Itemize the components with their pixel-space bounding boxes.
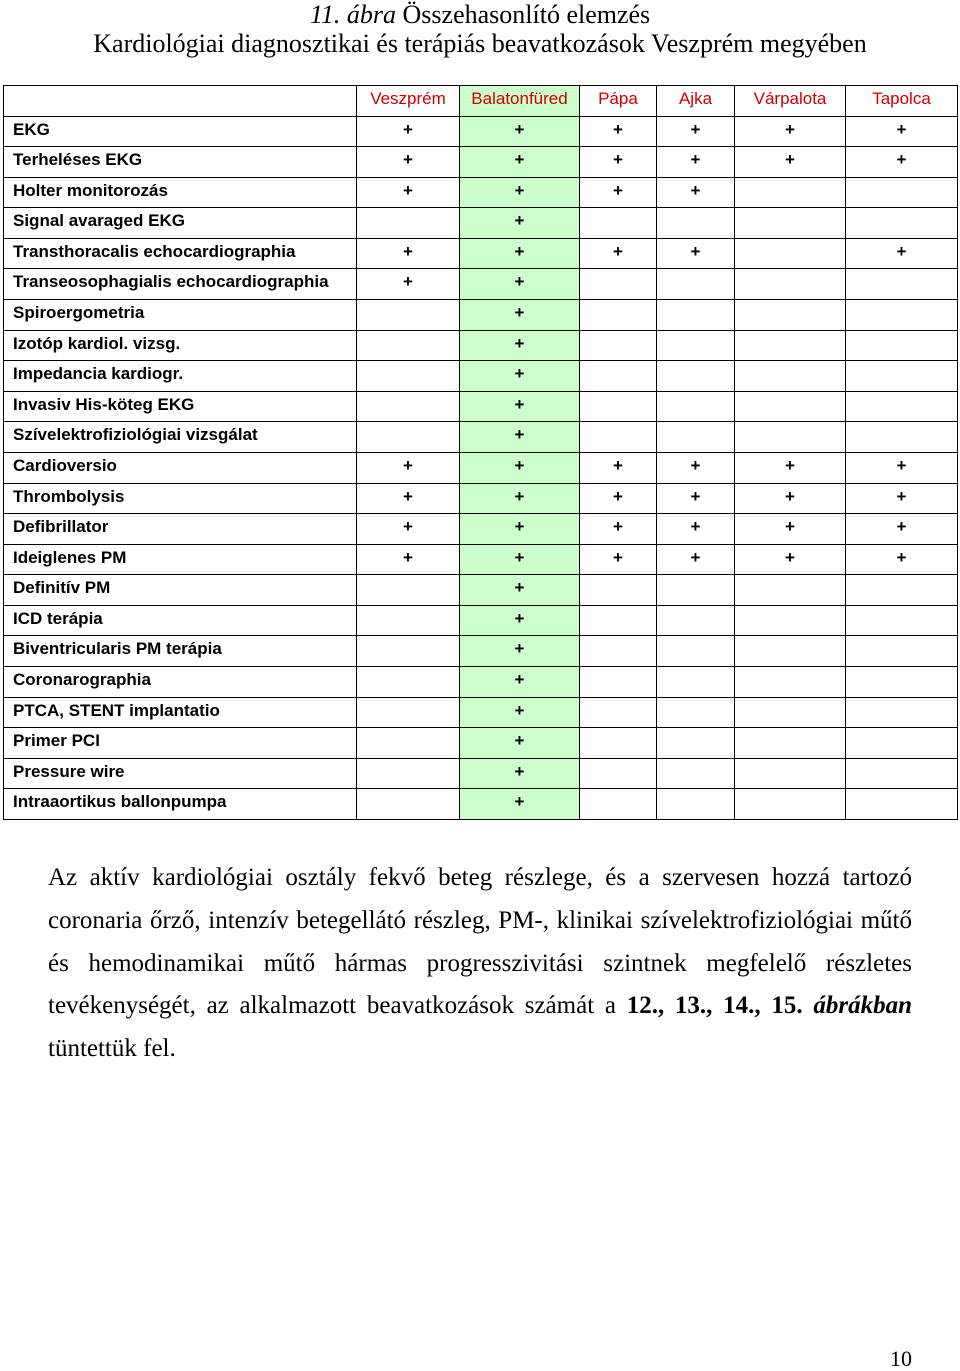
- availability-cell: [357, 759, 460, 790]
- availability-cell: [657, 331, 735, 362]
- availability-cell: [657, 728, 735, 759]
- table-row: [4, 239, 958, 270]
- paragraph-text: Az aktív kardiológiai osztály fekvő beteg részlege, és a szervesen hozzá tartozó coronaria őrző, intenzív betegellátó részleg, PM-, klinikai szívelektrofiziológiai műtő és hemodinamikai műtő hármas progresszivitási szintnek megfelelő részletes tevékenységét, az alkalmazott beavatkozások számát a: [48, 864, 912, 1020]
- availability-cell: [657, 789, 735, 820]
- availability-cell: [846, 300, 958, 331]
- availability-cell: [735, 698, 846, 729]
- availability-cell: [846, 728, 958, 759]
- availability-cell: +: [657, 453, 735, 484]
- availability-cell: +: [735, 514, 846, 545]
- availability-cell: [357, 667, 460, 698]
- table-row: [4, 300, 958, 331]
- table-row: [4, 575, 958, 606]
- availability-cell: +: [657, 178, 735, 209]
- table-row: [4, 514, 958, 545]
- availability-cell: [580, 392, 657, 423]
- body-paragraph: [48, 857, 912, 1071]
- availability-cell: [580, 728, 657, 759]
- availability-cell: +: [357, 147, 460, 178]
- availability-cell: +: [735, 147, 846, 178]
- availability-cell: +: [846, 453, 958, 484]
- availability-cell: [846, 667, 958, 698]
- availability-cell: [735, 269, 846, 300]
- availability-cell: +: [460, 606, 580, 637]
- availability-cell: [735, 575, 846, 606]
- availability-cell: [657, 392, 735, 423]
- availability-cell: [357, 575, 460, 606]
- availability-cell: [846, 178, 958, 209]
- availability-cell: [735, 636, 846, 667]
- availability-cell: [846, 392, 958, 423]
- availability-cell: +: [846, 147, 958, 178]
- availability-cell: [357, 208, 460, 239]
- availability-cell: +: [460, 789, 580, 820]
- availability-cell: +: [580, 178, 657, 209]
- availability-cell: +: [460, 667, 580, 698]
- figure-subtitle: Kardiológiai diagnosztikai és terápiás beavatkozások Veszprém megyében: [93, 29, 867, 58]
- availability-cell: +: [460, 147, 580, 178]
- table-row: [4, 147, 958, 178]
- availability-cell: +: [460, 759, 580, 790]
- availability-cell: [580, 208, 657, 239]
- availability-cell: [846, 331, 958, 362]
- availability-cell: +: [846, 545, 958, 576]
- availability-cell: +: [460, 728, 580, 759]
- procedure-label: Impedancia kardiogr.: [4, 361, 357, 392]
- availability-cell: [846, 575, 958, 606]
- availability-cell: [657, 422, 735, 453]
- paragraph-ending: tüntettük fel.: [48, 1035, 176, 1062]
- availability-cell: +: [357, 484, 460, 515]
- availability-cell: [580, 636, 657, 667]
- availability-cell: +: [846, 117, 958, 148]
- availability-cell: [735, 300, 846, 331]
- availability-cell: [357, 300, 460, 331]
- column-header-veszprem: Veszprém: [357, 86, 460, 117]
- availability-cell: +: [460, 361, 580, 392]
- availability-cell: +: [357, 453, 460, 484]
- table-row: [4, 606, 958, 637]
- table-row: [4, 759, 958, 790]
- availability-cell: [657, 636, 735, 667]
- figure-references: 12., 13., 14., 15.: [626, 992, 803, 1020]
- availability-cell: [657, 208, 735, 239]
- availability-cell: [580, 759, 657, 790]
- availability-cell: +: [657, 545, 735, 576]
- procedure-label: Definitív PM: [4, 575, 357, 606]
- availability-cell: [846, 606, 958, 637]
- availability-cell: [735, 789, 846, 820]
- availability-cell: [735, 178, 846, 209]
- availability-cell: +: [657, 514, 735, 545]
- availability-cell: [357, 361, 460, 392]
- availability-cell: [657, 667, 735, 698]
- procedure-label: Spiroergometria: [4, 300, 357, 331]
- availability-cell: [357, 422, 460, 453]
- procedure-label: Transeosophagialis echocardiographia: [4, 269, 357, 300]
- figure-title: [0, 0, 960, 58]
- table-row: [4, 361, 958, 392]
- availability-cell: +: [357, 178, 460, 209]
- availability-cell: [580, 422, 657, 453]
- availability-cell: [846, 759, 958, 790]
- table-row: [4, 422, 958, 453]
- availability-cell: +: [460, 422, 580, 453]
- availability-cell: [735, 331, 846, 362]
- availability-cell: +: [460, 636, 580, 667]
- availability-cell: [357, 392, 460, 423]
- procedure-label: Ideiglenes PM: [4, 545, 357, 576]
- availability-cell: +: [735, 545, 846, 576]
- availability-cell: +: [357, 514, 460, 545]
- availability-cell: [657, 300, 735, 331]
- availability-cell: [580, 575, 657, 606]
- procedure-label: EKG: [4, 117, 357, 148]
- availability-cell: [580, 269, 657, 300]
- figure-word-wrapper: [813, 992, 912, 1019]
- availability-cell: [657, 575, 735, 606]
- availability-cell: +: [580, 545, 657, 576]
- procedure-label: Coronarographia: [4, 667, 357, 698]
- table-row: [4, 667, 958, 698]
- availability-cell: +: [735, 453, 846, 484]
- comparison-table: [3, 85, 958, 820]
- availability-cell: +: [580, 147, 657, 178]
- table-row: [4, 269, 958, 300]
- availability-cell: +: [580, 239, 657, 270]
- procedure-label: Biventricularis PM terápia: [4, 636, 357, 667]
- availability-cell: +: [657, 484, 735, 515]
- procedure-label: Thrombolysis: [4, 484, 357, 515]
- availability-cell: +: [735, 117, 846, 148]
- availability-cell: +: [357, 239, 460, 270]
- availability-cell: [735, 208, 846, 239]
- availability-cell: +: [460, 300, 580, 331]
- table-row: [4, 728, 958, 759]
- availability-cell: +: [460, 178, 580, 209]
- procedure-label: Szívelektrofiziológiai vizsgálat: [4, 422, 357, 453]
- availability-cell: [580, 606, 657, 637]
- availability-cell: [580, 667, 657, 698]
- availability-cell: +: [460, 484, 580, 515]
- availability-cell: [735, 759, 846, 790]
- availability-cell: +: [460, 698, 580, 729]
- availability-cell: [580, 361, 657, 392]
- availability-cell: +: [580, 484, 657, 515]
- availability-cell: +: [846, 484, 958, 515]
- availability-cell: [735, 667, 846, 698]
- table-row: [4, 636, 958, 667]
- figure-title-line1: [0, 0, 960, 29]
- availability-cell: +: [460, 575, 580, 606]
- procedure-label: Pressure wire: [4, 759, 357, 790]
- availability-cell: [580, 300, 657, 331]
- availability-cell: +: [460, 239, 580, 270]
- figure-label: 11. ábra: [309, 0, 397, 29]
- availability-cell: [735, 239, 846, 270]
- availability-cell: +: [657, 239, 735, 270]
- table-row: [4, 545, 958, 576]
- procedure-label: Intraaortikus ballonpumpa: [4, 789, 357, 820]
- availability-cell: [846, 422, 958, 453]
- header-corner-cell: [4, 86, 357, 117]
- availability-cell: +: [580, 514, 657, 545]
- figure-word: ábrákban: [813, 992, 913, 1020]
- table-row: [4, 453, 958, 484]
- procedure-label: ICD terápia: [4, 606, 357, 637]
- column-header-ajka: Ajka: [657, 86, 735, 117]
- procedure-label: Izotóp kardiol. vizsg.: [4, 331, 357, 362]
- availability-cell: [357, 728, 460, 759]
- procedure-label: Defibrillator: [4, 514, 357, 545]
- table-row: [4, 331, 958, 362]
- availability-cell: [846, 208, 958, 239]
- availability-cell: [735, 728, 846, 759]
- procedure-label: Signal avaraged EKG: [4, 208, 357, 239]
- availability-cell: +: [357, 117, 460, 148]
- availability-cell: +: [460, 545, 580, 576]
- availability-cell: [657, 361, 735, 392]
- availability-cell: [735, 361, 846, 392]
- figure-heading: Összehasonlító elemzés: [402, 0, 651, 29]
- procedure-label: Primer PCI: [4, 728, 357, 759]
- availability-cell: +: [460, 331, 580, 362]
- procedure-label: Cardioversio: [4, 453, 357, 484]
- table-row: [4, 698, 958, 729]
- availability-cell: [846, 789, 958, 820]
- procedure-label: PTCA, STENT implantatio: [4, 698, 357, 729]
- table-row: [4, 392, 958, 423]
- availability-cell: +: [357, 545, 460, 576]
- table-row: [4, 484, 958, 515]
- availability-cell: +: [357, 269, 460, 300]
- availability-cell: [846, 361, 958, 392]
- procedure-label: Terheléses EKG: [4, 147, 357, 178]
- table-row: [4, 178, 958, 209]
- procedure-label: Invasiv His-köteg EKG: [4, 392, 357, 423]
- availability-cell: [357, 606, 460, 637]
- availability-cell: [580, 331, 657, 362]
- column-header-balatonfured: Balatonfüred: [460, 86, 580, 117]
- availability-cell: +: [460, 117, 580, 148]
- availability-cell: [735, 606, 846, 637]
- availability-cell: [657, 759, 735, 790]
- availability-cell: +: [657, 147, 735, 178]
- availability-cell: [657, 698, 735, 729]
- availability-cell: +: [580, 117, 657, 148]
- availability-cell: +: [846, 514, 958, 545]
- table-row: [4, 789, 958, 820]
- column-header-varpalota: Várpalota: [735, 86, 846, 117]
- availability-cell: [580, 698, 657, 729]
- availability-cell: [657, 269, 735, 300]
- table-row: [4, 117, 958, 148]
- availability-cell: +: [460, 514, 580, 545]
- availability-cell: [735, 422, 846, 453]
- procedure-label: Transthoracalis echocardiographia: [4, 239, 357, 270]
- availability-cell: +: [460, 269, 580, 300]
- page-number: 10: [890, 1346, 912, 1371]
- column-header-tapolca: Tapolca: [846, 86, 958, 117]
- availability-cell: [735, 392, 846, 423]
- availability-cell: [357, 331, 460, 362]
- availability-cell: [357, 698, 460, 729]
- availability-cell: +: [735, 484, 846, 515]
- availability-cell: [357, 789, 460, 820]
- availability-cell: +: [657, 117, 735, 148]
- table-header-row: [4, 86, 958, 117]
- availability-cell: +: [460, 453, 580, 484]
- column-header-papa: Pápa: [580, 86, 657, 117]
- availability-cell: [846, 636, 958, 667]
- availability-cell: [657, 606, 735, 637]
- availability-cell: +: [460, 392, 580, 423]
- availability-cell: [846, 269, 958, 300]
- availability-cell: +: [580, 453, 657, 484]
- availability-cell: [357, 636, 460, 667]
- availability-cell: [846, 698, 958, 729]
- availability-cell: +: [460, 208, 580, 239]
- procedure-label: Holter monitorozás: [4, 178, 357, 209]
- table-row: [4, 208, 958, 239]
- availability-cell: +: [846, 239, 958, 270]
- availability-cell: [580, 789, 657, 820]
